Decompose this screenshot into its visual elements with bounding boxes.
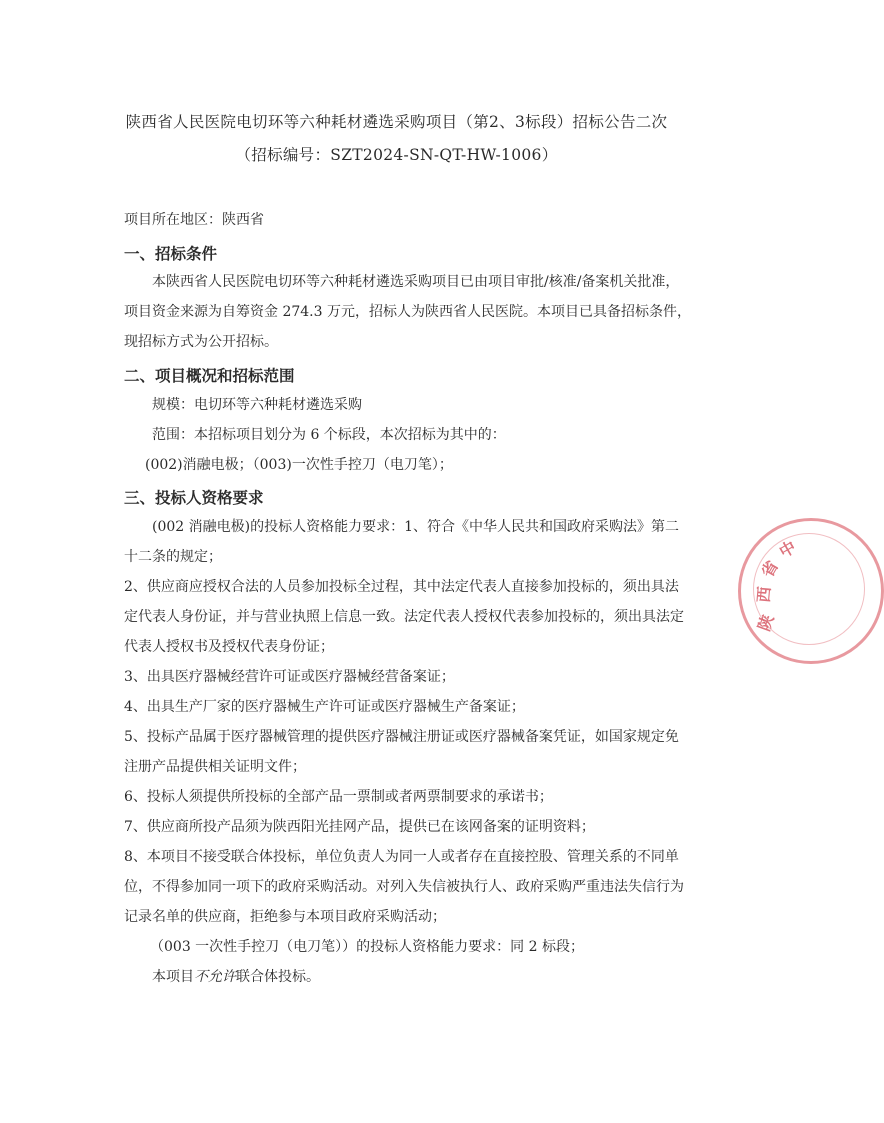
- joint-bid-prefix: 本项目: [152, 969, 194, 985]
- seal-char: 陕: [754, 612, 778, 634]
- section1-line: 项目资金来源为自筹资金 274.3 万元，招标人为陕西省人民医院。本项目已具备招标条件，: [124, 304, 691, 320]
- section3-line: 4、出具生产厂家的医疗器械生产许可证或医疗器械生产备案证；: [124, 699, 525, 715]
- section3-line: 定代表人身份证，并与营业执照上信息一致。法定代表人授权代表参加投标的，须出具法定: [124, 609, 684, 625]
- section-heading-2: 二、项目概况和招标范围: [124, 367, 295, 385]
- document-title: 陕西省人民医院电切环等六种耗材遴选采购项目（第2、3标段）招标公告二次: [125, 113, 668, 131]
- joint-bid-suffix: 联合体投标。: [236, 969, 320, 985]
- section3-line: 位，不得参加同一项下的政府采购活动。对列入失信被执行人、政府采购严重违法失信行为: [124, 879, 684, 895]
- section3-line: 十二条的规定；: [124, 549, 222, 565]
- section-heading-1: 一、招标条件: [124, 245, 218, 263]
- section3-line: 7、供应商所投产品须为陕西阳光挂网产品，提供已在该网备案的证明资料；: [124, 819, 595, 835]
- section3-line: （003 一次性手控刀（电刀笔））的投标人资格能力要求：同 2 标段；: [150, 939, 584, 955]
- project-lots: (002)消融电极；（003)一次性手控刀（电刀笔）；: [145, 457, 453, 473]
- section3-line: (002 消融电极)的投标人资格能力要求：1、符合《中华人民共和国政府采购法》第二: [152, 519, 680, 535]
- section1-line: 现招标方式为公开招标。: [124, 334, 278, 350]
- section1-line: 本陕西省人民医院电切环等六种耗材遴选采购项目已由项目审批/核准/备案机关批准，: [152, 274, 680, 290]
- section-heading-3: 三、投标人资格要求: [124, 489, 264, 507]
- project-region: 项目所在地区：陕西省: [124, 212, 264, 228]
- joint-bid-statement: [152, 968, 320, 986]
- section3-line: 记录名单的供应商，拒绝参与本项目政府采购活动；: [124, 909, 446, 925]
- section3-line: 注册产品提供相关证明文件；: [124, 759, 306, 775]
- section3-line: 2、供应商应授权合法的人员参加投标全过程，其中法定代表人直接参加投标的，须出具法: [124, 579, 679, 595]
- seal-char: 省: [757, 557, 783, 581]
- project-scope: 范围：本招标项目划分为 6 个标段，本次招标为其中的：: [152, 427, 506, 443]
- project-scale: 规模：电切环等六种耗材遴选采购: [152, 397, 362, 413]
- joint-bid-emphasis: 不允许: [194, 969, 236, 985]
- section3-line: 5、投标产品属于医疗器械管理的提供医疗器械注册证或医疗器械备案凭证，如国家规定免: [124, 729, 679, 745]
- section3-line: 代表人授权书及授权代表身份证；: [124, 639, 334, 655]
- seal-char: 西: [753, 585, 775, 604]
- tender-number: （招标编号：SZT2024-SN-QT-HW-1006）: [235, 146, 558, 164]
- section3-line: 3、出具医疗器械经营许可证或医疗器械经营备案证；: [124, 669, 455, 685]
- section3-line: 6、投标人须提供所投标的全部产品一票制或者两票制要求的承诺书；: [124, 789, 553, 805]
- seal-char: 中: [775, 537, 800, 562]
- official-seal: [738, 518, 884, 664]
- section3-line: 8、本项目不接受联合体投标，单位负责人为同一人或者存在直接控股、管理关系的不同单: [124, 849, 679, 865]
